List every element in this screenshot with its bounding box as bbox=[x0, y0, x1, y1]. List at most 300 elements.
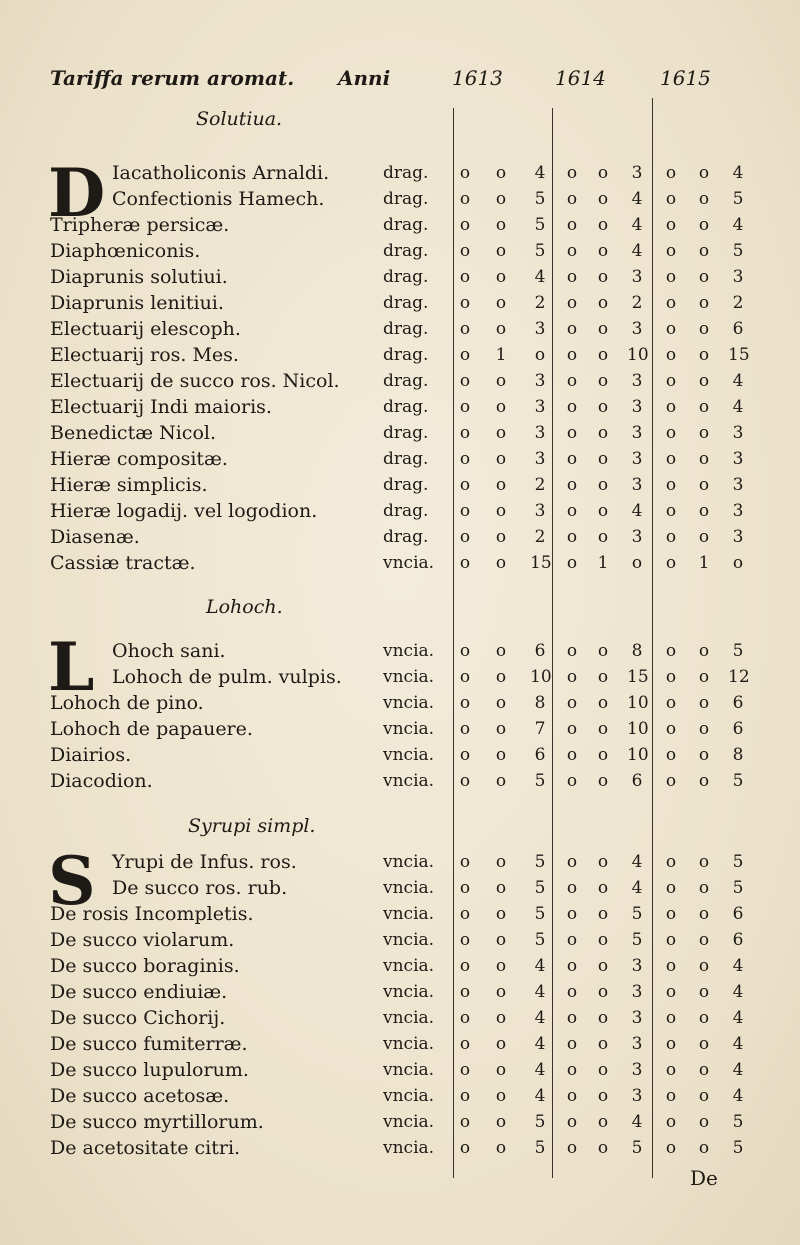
drop-capital: S bbox=[48, 842, 96, 920]
price-cell: o bbox=[597, 771, 609, 791]
price-cell: o bbox=[665, 189, 677, 209]
price-cell: o bbox=[665, 930, 677, 950]
price-cell: 3 bbox=[631, 319, 643, 339]
price-cell: o bbox=[566, 1060, 578, 1080]
price-cell: o bbox=[495, 852, 507, 872]
item-name: De succo Cichorij. bbox=[50, 1007, 226, 1029]
price-cell: 3 bbox=[631, 397, 643, 417]
price-cell: o bbox=[566, 527, 578, 547]
price-cell: o bbox=[495, 293, 507, 313]
price-cell: o bbox=[665, 1034, 677, 1054]
price-cell: o bbox=[631, 553, 643, 573]
price-cell: o bbox=[665, 241, 677, 261]
price-cell: o bbox=[665, 1138, 677, 1158]
section-title: Syrupi simpl. bbox=[188, 815, 316, 837]
item-name: Lohoch de pulm. vulpis. bbox=[112, 666, 342, 688]
price-cell: 2 bbox=[534, 293, 546, 313]
price-cell: 5 bbox=[534, 215, 546, 235]
price-cell: 4 bbox=[631, 878, 643, 898]
price-cell: 4 bbox=[732, 163, 744, 183]
table-row bbox=[0, 550, 800, 576]
price-cell: o bbox=[597, 293, 609, 313]
price-cell: 15 bbox=[530, 553, 552, 573]
price-cell: o bbox=[566, 501, 578, 521]
price-cell: o bbox=[459, 956, 471, 976]
price-cell: 1 bbox=[597, 553, 609, 573]
price-cell: o bbox=[459, 745, 471, 765]
price-cell: o bbox=[459, 852, 471, 872]
price-cell: o bbox=[495, 1138, 507, 1158]
price-cell: 3 bbox=[631, 423, 643, 443]
price-cell: o bbox=[665, 693, 677, 713]
price-cell: o bbox=[495, 904, 507, 924]
item-name: Electuarij ros. Mes. bbox=[50, 344, 239, 366]
price-cell: 5 bbox=[534, 189, 546, 209]
item-unit: drag. bbox=[383, 475, 429, 495]
price-cell: o bbox=[698, 423, 710, 443]
price-cell: o bbox=[566, 397, 578, 417]
price-cell: o bbox=[459, 1086, 471, 1106]
item-unit: vncia. bbox=[383, 1060, 435, 1080]
price-cell: o bbox=[566, 904, 578, 924]
table-row bbox=[0, 368, 800, 394]
price-cell: o bbox=[597, 904, 609, 924]
price-cell: 5 bbox=[732, 878, 744, 898]
price-cell: o bbox=[698, 878, 710, 898]
item-name: Confectionis Hamech. bbox=[112, 188, 325, 210]
table-row bbox=[0, 742, 800, 768]
table-row bbox=[0, 875, 800, 901]
price-cell: o bbox=[495, 930, 507, 950]
price-cell: 2 bbox=[534, 527, 546, 547]
item-unit: drag. bbox=[383, 293, 429, 313]
price-cell: o bbox=[459, 982, 471, 1002]
item-name: De succo acetosæ. bbox=[50, 1085, 230, 1107]
price-cell: 4 bbox=[732, 215, 744, 235]
price-cell: o bbox=[597, 693, 609, 713]
price-cell: 6 bbox=[732, 904, 744, 924]
price-cell: o bbox=[495, 241, 507, 261]
table-row bbox=[0, 1057, 800, 1083]
price-cell: o bbox=[495, 1060, 507, 1080]
price-cell: 1 bbox=[698, 553, 710, 573]
item-unit: vncia. bbox=[383, 878, 435, 898]
price-cell: o bbox=[495, 641, 507, 661]
price-cell: o bbox=[597, 719, 609, 739]
price-cell: o bbox=[597, 163, 609, 183]
price-cell: o bbox=[665, 397, 677, 417]
item-name: De succo fumiterræ. bbox=[50, 1033, 248, 1055]
price-cell: 5 bbox=[534, 1138, 546, 1158]
price-cell: o bbox=[566, 1138, 578, 1158]
price-cell: o bbox=[597, 189, 609, 209]
price-cell: o bbox=[698, 745, 710, 765]
price-cell: o bbox=[459, 1060, 471, 1080]
price-cell: 10 bbox=[627, 693, 649, 713]
price-cell: o bbox=[597, 397, 609, 417]
price-cell: 5 bbox=[534, 771, 546, 791]
price-cell: 3 bbox=[631, 1086, 643, 1106]
item-name: Electuarij Indi maioris. bbox=[50, 396, 272, 418]
table-row bbox=[0, 186, 800, 212]
item-unit: drag. bbox=[383, 319, 429, 339]
price-cell: 5 bbox=[732, 1112, 744, 1132]
price-cell: o bbox=[665, 667, 677, 687]
price-cell: o bbox=[459, 693, 471, 713]
price-cell: 5 bbox=[631, 930, 643, 950]
price-cell: 4 bbox=[732, 1034, 744, 1054]
price-cell: 4 bbox=[732, 397, 744, 417]
table-row bbox=[0, 953, 800, 979]
price-cell: o bbox=[665, 475, 677, 495]
item-name: Ohoch sani. bbox=[112, 640, 226, 662]
price-cell: 4 bbox=[732, 956, 744, 976]
price-cell: o bbox=[495, 189, 507, 209]
item-unit: vncia. bbox=[383, 719, 435, 739]
item-unit: vncia. bbox=[383, 771, 435, 791]
price-cell: o bbox=[566, 189, 578, 209]
price-cell: o bbox=[495, 982, 507, 1002]
price-cell: o bbox=[665, 553, 677, 573]
price-cell: o bbox=[597, 475, 609, 495]
price-cell: o bbox=[597, 641, 609, 661]
price-cell: o bbox=[698, 371, 710, 391]
price-cell: o bbox=[665, 852, 677, 872]
table-row bbox=[0, 638, 800, 664]
table-row bbox=[0, 664, 800, 690]
price-cell: o bbox=[597, 501, 609, 521]
price-cell: 3 bbox=[732, 501, 744, 521]
price-cell: o bbox=[665, 904, 677, 924]
price-cell: o bbox=[566, 1008, 578, 1028]
item-name: Diaprunis lenitiui. bbox=[50, 292, 224, 314]
price-cell: o bbox=[566, 475, 578, 495]
price-cell: o bbox=[698, 215, 710, 235]
price-cell: o bbox=[698, 904, 710, 924]
price-cell: 3 bbox=[534, 501, 546, 521]
price-cell: o bbox=[698, 241, 710, 261]
price-cell: 6 bbox=[534, 641, 546, 661]
price-cell: o bbox=[534, 345, 546, 365]
price-cell: 5 bbox=[534, 852, 546, 872]
item-unit: vncia. bbox=[383, 553, 435, 573]
item-name: Electuarij elescoph. bbox=[50, 318, 241, 340]
price-cell: 4 bbox=[732, 982, 744, 1002]
price-cell: 4 bbox=[534, 956, 546, 976]
price-cell: o bbox=[597, 852, 609, 872]
price-cell: 4 bbox=[631, 215, 643, 235]
price-cell: 4 bbox=[534, 163, 546, 183]
price-cell: 4 bbox=[631, 1112, 643, 1132]
item-unit: drag. bbox=[383, 527, 429, 547]
price-cell: 5 bbox=[732, 1138, 744, 1158]
price-cell: o bbox=[665, 501, 677, 521]
item-name: Hieræ simplicis. bbox=[50, 474, 208, 496]
price-cell: o bbox=[566, 982, 578, 1002]
price-cell: o bbox=[597, 1008, 609, 1028]
price-cell: o bbox=[459, 527, 471, 547]
price-cell: o bbox=[665, 371, 677, 391]
price-cell: o bbox=[495, 527, 507, 547]
price-cell: o bbox=[698, 852, 710, 872]
price-cell: 4 bbox=[631, 241, 643, 261]
item-unit: vncia. bbox=[383, 1112, 435, 1132]
item-unit: vncia. bbox=[383, 930, 435, 950]
price-cell: o bbox=[698, 163, 710, 183]
price-cell: o bbox=[597, 371, 609, 391]
price-cell: o bbox=[495, 215, 507, 235]
price-cell: o bbox=[665, 1086, 677, 1106]
table-row bbox=[0, 498, 800, 524]
price-cell: o bbox=[597, 1086, 609, 1106]
price-cell: o bbox=[665, 1112, 677, 1132]
price-cell: 5 bbox=[534, 1112, 546, 1132]
price-cell: o bbox=[566, 553, 578, 573]
header-year-1613: 1613 bbox=[452, 66, 503, 90]
price-cell: o bbox=[495, 1008, 507, 1028]
header-year-1614: 1614 bbox=[555, 66, 606, 90]
price-cell: o bbox=[495, 1112, 507, 1132]
price-cell: o bbox=[459, 241, 471, 261]
item-name: Diairios. bbox=[50, 744, 132, 766]
price-cell: o bbox=[459, 293, 471, 313]
price-cell: o bbox=[459, 1138, 471, 1158]
price-cell: o bbox=[665, 982, 677, 1002]
item-unit: drag. bbox=[383, 449, 429, 469]
item-unit: vncia. bbox=[383, 956, 435, 976]
price-cell: 7 bbox=[534, 719, 546, 739]
table-row bbox=[0, 420, 800, 446]
table-row bbox=[0, 446, 800, 472]
price-cell: 5 bbox=[732, 852, 744, 872]
table-row bbox=[0, 264, 800, 290]
price-cell: o bbox=[459, 423, 471, 443]
price-cell: o bbox=[566, 423, 578, 443]
price-cell: o bbox=[459, 1112, 471, 1132]
item-name: De acetositate citri. bbox=[50, 1137, 241, 1159]
price-cell: o bbox=[459, 475, 471, 495]
price-cell: o bbox=[566, 719, 578, 739]
price-cell: o bbox=[495, 423, 507, 443]
price-cell: o bbox=[665, 1060, 677, 1080]
item-unit: drag. bbox=[383, 371, 429, 391]
price-cell: o bbox=[597, 930, 609, 950]
price-cell: o bbox=[698, 1060, 710, 1080]
item-unit: vncia. bbox=[383, 1138, 435, 1158]
table-row bbox=[0, 342, 800, 368]
price-cell: o bbox=[665, 449, 677, 469]
price-cell: o bbox=[459, 449, 471, 469]
price-cell: o bbox=[698, 189, 710, 209]
item-unit: drag. bbox=[383, 423, 429, 443]
price-cell: 5 bbox=[534, 904, 546, 924]
item-name: De succo violarum. bbox=[50, 929, 235, 951]
table-row bbox=[0, 1031, 800, 1057]
item-name: De rosis Incompletis. bbox=[50, 903, 254, 925]
price-cell: o bbox=[597, 267, 609, 287]
price-cell: o bbox=[698, 449, 710, 469]
price-cell: 15 bbox=[627, 667, 649, 687]
price-cell: o bbox=[698, 345, 710, 365]
price-cell: o bbox=[495, 956, 507, 976]
price-cell: o bbox=[698, 956, 710, 976]
table-row bbox=[0, 1109, 800, 1135]
price-cell: 3 bbox=[631, 475, 643, 495]
price-cell: 10 bbox=[627, 745, 649, 765]
item-name: Lohoch de papauere. bbox=[50, 718, 253, 740]
price-cell: o bbox=[459, 319, 471, 339]
item-unit: drag. bbox=[383, 163, 429, 183]
price-cell: o bbox=[566, 852, 578, 872]
item-name: De succo myrtillorum. bbox=[50, 1111, 264, 1133]
price-cell: o bbox=[566, 693, 578, 713]
price-cell: 6 bbox=[732, 693, 744, 713]
price-cell: o bbox=[566, 345, 578, 365]
item-name: Diaprunis solutiui. bbox=[50, 266, 228, 288]
price-cell: o bbox=[597, 1138, 609, 1158]
price-cell: 4 bbox=[732, 1008, 744, 1028]
price-cell: o bbox=[566, 449, 578, 469]
item-unit: vncia. bbox=[383, 667, 435, 687]
price-cell: 1 bbox=[495, 345, 507, 365]
price-cell: 3 bbox=[631, 371, 643, 391]
price-cell: 6 bbox=[631, 771, 643, 791]
item-unit: vncia. bbox=[383, 1086, 435, 1106]
price-cell: 4 bbox=[631, 189, 643, 209]
price-cell: o bbox=[597, 423, 609, 443]
price-cell: o bbox=[698, 527, 710, 547]
price-cell: o bbox=[495, 319, 507, 339]
item-unit: vncia. bbox=[383, 641, 435, 661]
drop-capital: L bbox=[48, 628, 95, 706]
price-cell: 10 bbox=[627, 345, 649, 365]
price-cell: 8 bbox=[732, 745, 744, 765]
price-cell: o bbox=[665, 215, 677, 235]
price-cell: o bbox=[459, 719, 471, 739]
price-cell: o bbox=[495, 475, 507, 495]
price-cell: o bbox=[566, 293, 578, 313]
price-cell: o bbox=[566, 745, 578, 765]
price-cell: 4 bbox=[732, 1086, 744, 1106]
price-cell: 8 bbox=[631, 641, 643, 661]
price-cell: o bbox=[566, 1034, 578, 1054]
price-cell: 3 bbox=[631, 267, 643, 287]
table-row bbox=[0, 160, 800, 186]
price-cell: o bbox=[459, 667, 471, 687]
table-row bbox=[0, 901, 800, 927]
price-cell: o bbox=[495, 719, 507, 739]
price-cell: o bbox=[459, 189, 471, 209]
item-name: Tripheræ persicæ. bbox=[50, 214, 230, 236]
table-row bbox=[0, 212, 800, 238]
item-unit: drag. bbox=[383, 267, 429, 287]
item-unit: vncia. bbox=[383, 1034, 435, 1054]
price-cell: 5 bbox=[534, 930, 546, 950]
table-row bbox=[0, 927, 800, 953]
price-cell: o bbox=[459, 371, 471, 391]
price-cell: o bbox=[459, 345, 471, 365]
price-cell: o bbox=[566, 667, 578, 687]
price-cell: o bbox=[459, 1034, 471, 1054]
price-cell: 3 bbox=[631, 956, 643, 976]
price-cell: o bbox=[566, 319, 578, 339]
price-cell: o bbox=[566, 956, 578, 976]
price-cell: o bbox=[698, 1086, 710, 1106]
price-cell: 3 bbox=[732, 527, 744, 547]
section-title: Lohoch. bbox=[206, 596, 283, 618]
price-cell: o bbox=[597, 1034, 609, 1054]
price-cell: o bbox=[698, 475, 710, 495]
price-cell: 6 bbox=[732, 930, 744, 950]
price-cell: o bbox=[665, 745, 677, 765]
price-cell: 4 bbox=[534, 1034, 546, 1054]
price-cell: 3 bbox=[631, 1060, 643, 1080]
price-cell: o bbox=[495, 267, 507, 287]
item-name: De succo endiuiæ. bbox=[50, 981, 228, 1003]
price-cell: o bbox=[665, 293, 677, 313]
price-cell: o bbox=[495, 667, 507, 687]
price-cell: o bbox=[698, 693, 710, 713]
price-cell: o bbox=[495, 371, 507, 391]
price-cell: o bbox=[495, 771, 507, 791]
price-cell: 6 bbox=[732, 319, 744, 339]
item-name: Diasenæ. bbox=[50, 526, 140, 548]
price-cell: o bbox=[698, 771, 710, 791]
price-cell: o bbox=[698, 719, 710, 739]
price-cell: 2 bbox=[732, 293, 744, 313]
table-row bbox=[0, 238, 800, 264]
price-cell: o bbox=[459, 501, 471, 521]
price-cell: 3 bbox=[534, 449, 546, 469]
table-row bbox=[0, 524, 800, 550]
table-row bbox=[0, 1135, 800, 1161]
price-cell: o bbox=[495, 553, 507, 573]
price-cell: o bbox=[665, 423, 677, 443]
price-cell: 4 bbox=[534, 982, 546, 1002]
item-unit: vncia. bbox=[383, 745, 435, 765]
price-cell: 3 bbox=[732, 475, 744, 495]
price-cell: o bbox=[665, 267, 677, 287]
price-cell: o bbox=[597, 241, 609, 261]
price-cell: 4 bbox=[631, 501, 643, 521]
price-cell: o bbox=[597, 527, 609, 547]
price-cell: 3 bbox=[534, 319, 546, 339]
price-cell: 4 bbox=[732, 371, 744, 391]
price-cell: o bbox=[495, 1034, 507, 1054]
price-cell: o bbox=[597, 1112, 609, 1132]
catchword: De bbox=[690, 1166, 718, 1190]
price-cell: o bbox=[698, 1112, 710, 1132]
price-cell: 3 bbox=[631, 163, 643, 183]
price-cell: o bbox=[566, 371, 578, 391]
price-cell: 4 bbox=[534, 1008, 546, 1028]
price-cell: o bbox=[566, 215, 578, 235]
price-cell: 3 bbox=[534, 397, 546, 417]
price-cell: 5 bbox=[534, 878, 546, 898]
item-unit: drag. bbox=[383, 189, 429, 209]
price-cell: o bbox=[665, 527, 677, 547]
price-cell: o bbox=[459, 267, 471, 287]
price-cell: 6 bbox=[732, 719, 744, 739]
item-name: Iacatholiconis Arnaldi. bbox=[112, 162, 330, 184]
price-cell: o bbox=[566, 641, 578, 661]
price-cell: 15 bbox=[728, 345, 750, 365]
price-cell: o bbox=[459, 163, 471, 183]
price-cell: o bbox=[698, 930, 710, 950]
price-cell: o bbox=[495, 878, 507, 898]
price-cell: o bbox=[732, 553, 744, 573]
price-cell: 3 bbox=[732, 267, 744, 287]
